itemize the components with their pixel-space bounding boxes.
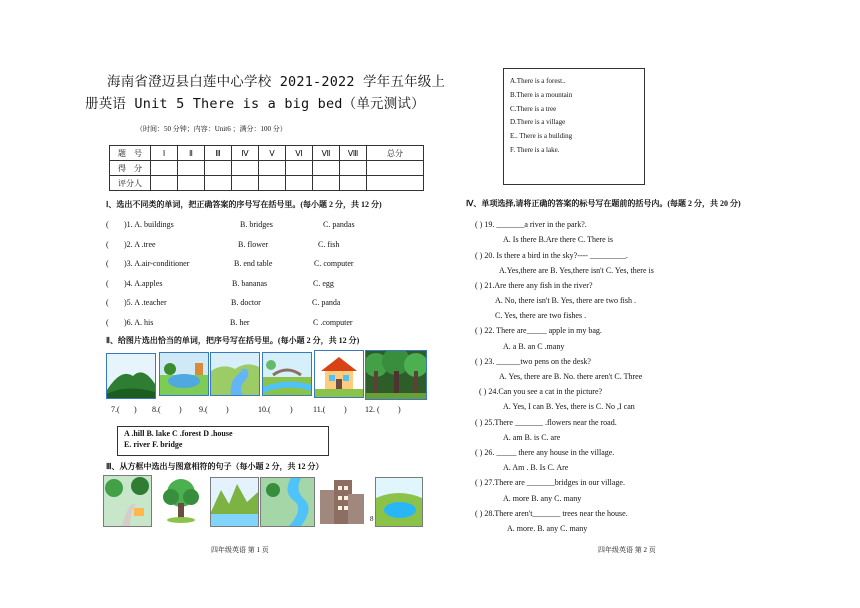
section3-heading: Ⅲ、从方框中选出与图意相符的句子（每小题 2 分，共 12 分） [106,462,324,471]
q3-option-a: )3. A.air-conditioner [124,259,190,268]
header-cell: Ⅷ [340,146,367,161]
q21-stem: ( ) 21.Are there any fish in the river? [475,281,593,290]
option-a: A.There is a forest.. [510,77,566,85]
mountain-icon [211,478,258,526]
footer-page1: 四年级英语 第 1 页 [211,546,269,554]
q1-option-b: B. bridges [240,220,273,229]
q5-paren: ( [106,298,109,307]
q22-stem: ( ) 22. There are_____ apple in my bag. [475,326,602,335]
q1-option-a: )1. A. buildings [124,220,174,229]
exam-title-line1: 海南省澄迈县白莲中心学校 2021-2022 学年五年级上 [107,74,446,90]
grader-cell[interactable] [232,176,259,191]
footer-page2: 四年级英语 第 2 页 [598,546,656,554]
q4-paren: ( [106,279,109,288]
q6-option-a: )6. A. his [124,318,154,327]
q10-label: 10.( [258,405,271,414]
q5-option-b: B. doctor [231,298,261,307]
river-picture [210,352,260,396]
q26-stem: ( ) 26. _____ there any house in the village. [475,448,615,457]
river-icon [211,353,259,395]
lake-picture-3 [375,477,423,527]
score-cell[interactable] [178,161,205,176]
grader-row [110,176,424,191]
bridge-picture [262,352,312,396]
section4-heading: Ⅳ、单项选择,请将正确的答案的标号写在题前的括号内。(每题 2 分，共 20 分) [466,199,741,208]
exam-meta: （时间：50 分钟；内容：Unit6 ；满分：100 分） [136,125,287,133]
tree-picture [156,477,206,523]
header-cell: Ⅰ [151,146,178,161]
forest-icon [366,351,426,399]
header-cell: Ⅵ [286,146,313,161]
q3-option-b: B. end table [234,259,273,268]
q11-label: 11.( [313,405,326,414]
header-cell: Ⅶ [313,146,340,161]
house-picture [314,350,364,398]
q27-options: A. more B. any C. many [503,494,582,503]
q25-options: A. am B. is C. are [503,433,561,442]
score-table [109,145,424,191]
q4-option-c: C. egg [313,279,334,288]
q2-option-b: B. flower [238,240,269,249]
q23-options: A. Yes, there are B. No. there aren't C. Three [499,372,643,381]
hill-icon [107,354,155,398]
q9-label: 9.( [199,405,208,414]
q19-options: A. Is there B.Are there C. There is [503,235,614,244]
q20-options: A.Yes,there are B. Yes,there isn't C. Yes, there is [499,266,654,275]
q25-stem: ( ) 25.There _______ .flowers near the road. [475,418,617,427]
lake-icon [376,478,422,526]
score-table-header-row [110,146,424,161]
header-cell: 题 号 [110,146,151,161]
q2-option-c: C. fish [318,240,340,249]
option-f: F. There is a lake. [510,145,560,154]
village-picture [103,475,152,527]
q24-options: A. Yes, I can B. Yes, there is C. No ,I can [503,402,635,411]
q9-label-close: ) [226,405,229,414]
q5-option-c: C. panda [312,298,341,307]
sentence-options-box [503,68,645,185]
header-cell: Ⅲ [205,146,232,161]
q12-label-close: ) [398,405,401,414]
hill-picture [106,353,156,399]
q6-option-c: C .computer [313,318,353,327]
q20-stem: ( ) 20. Is there a bird in the sky?---- _________. [475,251,628,260]
score-cell[interactable] [313,161,340,176]
q21-option-c: C. Yes, there are two fishes . [495,311,587,320]
word-options-box [117,426,329,456]
option-c: C.There is a tree [510,104,557,113]
header-cell: Ⅴ [259,146,286,161]
score-cell[interactable] [340,161,367,176]
q28-options: A. more. B. any C. many [507,524,588,533]
grader-cell[interactable] [205,176,232,191]
q8-label-close: ) [179,405,182,414]
q6-paren: ( [106,318,109,327]
q26-options: A. Am . B. Is C. Are [503,463,569,472]
grader-cell[interactable] [340,176,367,191]
score-cell[interactable] [205,161,232,176]
mountain-picture [210,477,259,527]
score-cell[interactable] [151,161,178,176]
q6-option-b: B. her [230,318,250,327]
q1-option-c: C. pandas [323,220,355,229]
tree-icon [156,477,206,523]
q7-label-close: ) [134,405,137,414]
header-cell: 总分 [367,146,424,161]
grader-cell[interactable] [151,176,178,191]
option-d: D.There is a village [510,118,566,127]
q2-option-a: )2. A .tree [124,240,156,249]
q24-stem: ( ) 24.Can you see a cat in the picture? [479,387,603,396]
row-label: 评分人 [110,176,151,191]
q27-stem: ( ) 27.There are _______bridges in our village. [475,478,625,487]
section2-heading: Ⅱ、给图片选出恰当的单词，把序号写在括号里。(每小题 2 分，共 12 分) [106,336,360,345]
grader-cell[interactable] [178,176,205,191]
q28-stem: ( ) 28.There aren't_______ trees near the house. [475,509,628,518]
house-icon [315,351,363,397]
lake-icon [160,353,208,395]
score-cell[interactable] [367,161,424,176]
q1-paren: ( [106,220,109,229]
q12-label: 12. ( [365,405,380,414]
grader-cell[interactable] [259,176,286,191]
building-picture [316,476,368,526]
row-label: 得 分 [110,161,151,176]
score-row [110,161,424,176]
q2-paren: ( [106,240,109,249]
header-cell: Ⅳ [232,146,259,161]
stray-number: 8 [370,515,374,523]
river-icon [261,478,314,526]
grader-cell[interactable] [313,176,340,191]
section1-heading: Ⅰ、选出不同类的单词，把正确答案的序号写在括号里。(每小题 2 分，共 12 分) [106,200,382,209]
q23-stem: ( ) 23. ______two pens on the desk? [475,357,591,366]
q19-stem: ( ) 19. _______a river in the park?. [475,220,587,229]
score-cell[interactable] [259,161,286,176]
option-e: E.. There is a building [510,132,573,141]
exam-title-line2: 册英语 Unit 5 There is a big bed（单元测试） [85,96,425,112]
q3-paren: ( [106,259,109,268]
lake-picture-2 [260,477,315,527]
q4-option-b: B. bananas [232,279,268,288]
grader-cell[interactable] [367,176,424,191]
q5-option-a: )5. A .teacher [124,298,167,307]
building-icon [316,476,368,526]
q21-options-ab: A. No, there isn't B. Yes, there are two fish . [495,296,636,305]
q10-label-close: ) [290,405,293,414]
score-cell[interactable] [286,161,313,176]
grader-cell[interactable] [286,176,313,191]
forest-picture [365,350,427,400]
q22-options: A. a B. an C .many [503,342,565,351]
village-icon [104,476,151,526]
q8-label: 8.( [152,405,161,414]
word-options-line1: A .hill B. lake C .forest D .house [124,429,233,438]
q4-option-a: )4. A.apples [124,279,163,288]
q11-label-close: ) [344,405,347,414]
q3-option-c: C. computer [314,259,354,268]
word-options-line2: E. river F. bridge [124,440,183,449]
bridge-icon [263,353,311,395]
q7-label: 7.( [111,405,120,414]
header-cell: Ⅱ [178,146,205,161]
option-b: B.There is a mountain [510,90,573,99]
lake-picture [159,352,209,396]
score-cell[interactable] [232,161,259,176]
